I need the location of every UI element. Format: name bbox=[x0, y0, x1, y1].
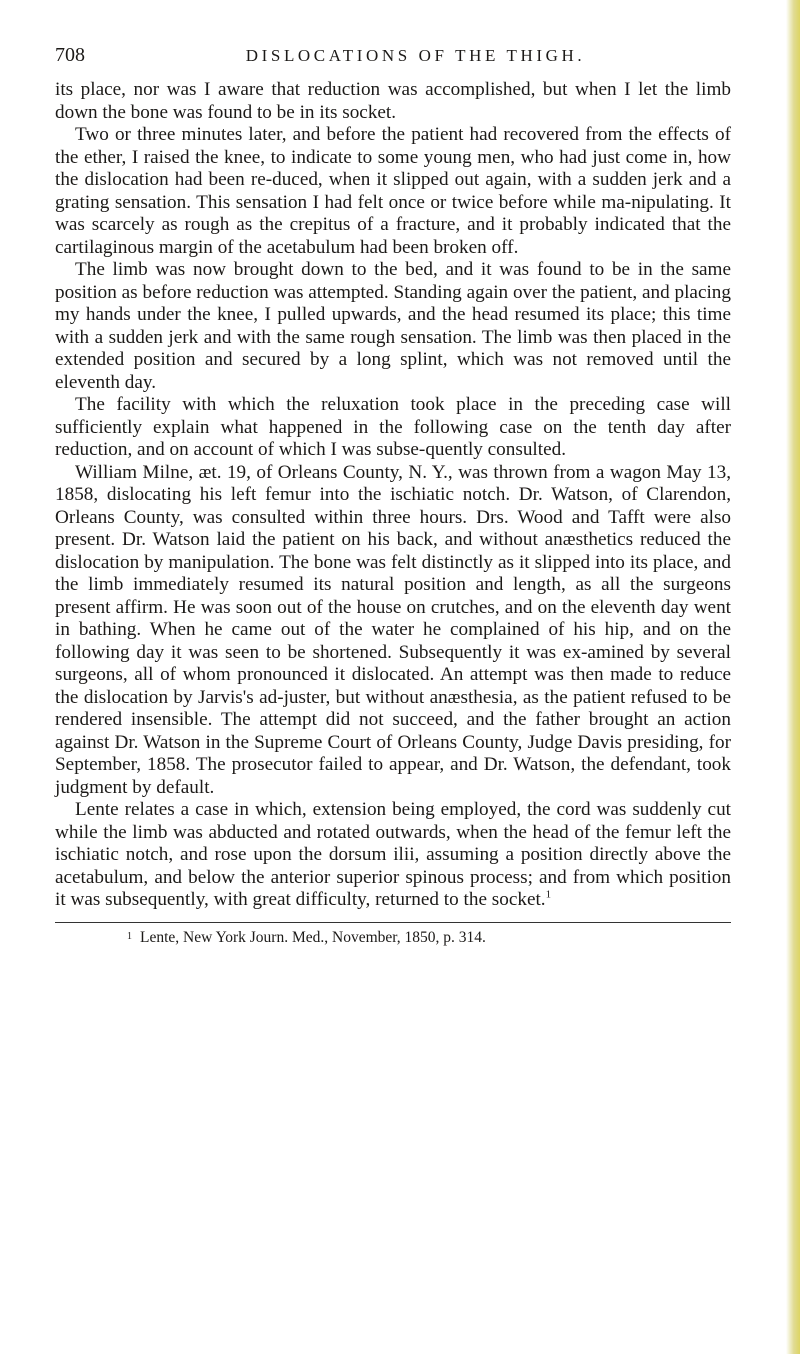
paragraph-1: its place, nor was I aware that reduction was accomplished, but when I let the limb down the bone was found to be in its socket. bbox=[55, 79, 731, 123]
page-edge-shading bbox=[786, 0, 800, 1354]
paragraph-5: William Milne, æt. 19, of Orleans County, N. Y., was thrown from a wagon May 13, 1858, dislocating his left femur into the ischiatic notch. Dr. Watson, of Clarendon, Orleans County, was consulted within three hours. Drs. Wood and Tafft were also present. Dr. Watson laid the patient on his back, and without anæsthetics reduced the dislocation by manipulation. The bone was felt distinctly as it slipped into its place, and the limb immediately resumed its natural position and length, as all the surgeons present affirm. He was soon out of the house on crutches, and on the eleventh day went in bathing. When he came out of the water he complained of his hip, and on the following day it was seen to be shortened. Subsequently it was ex-amined by several surgeons, all of whom pronounced it dislocated. An attempt was then made to reduce the dislocation by Jarvis's ad-juster, but without anæsthesia, as the patient refused to be rendered insensible. The attempt did not succeed, and the father brought an action against Dr. Watson in the Supreme Court of Orleans County, Judge Davis presiding, for September, 1858. The prosecutor failed to appear, and Dr. Watson, the defendant, took judgment by default. bbox=[55, 461, 731, 798]
footnote bbox=[55, 928, 731, 947]
footnote-marker: 1 bbox=[127, 930, 132, 942]
body-text bbox=[55, 79, 731, 912]
paragraph-3: The limb was now brought down to the bed, and it was found to be in the same position as before reduction was attempted. Standing again over the patient, and placing my hands under the knee, I pulled upwards, and the head resumed its place; this time with a sudden jerk and with the same rough sensation. The limb was then placed in the extended position and secured by a long splint, which was not removed until the eleventh day. bbox=[55, 259, 731, 393]
page-number: 708 bbox=[55, 44, 85, 66]
paragraph-6-text: Lente relates a case in which, extension being employed, the cord was suddenly cut while the limb was abducted and rotated outwards, when the head of the femur left the ischiatic notch, and rose upon the dorsum ilii, assuming a position directly above the acetabulum, and below the anterior superior spinous process; and from which position it was subsequently, with great difficulty, returned to the socket. bbox=[55, 799, 731, 910]
running-title: DISLOCATIONS OF THE THIGH. bbox=[245, 46, 586, 65]
paragraph-6 bbox=[55, 799, 731, 912]
footnote-rule bbox=[55, 922, 731, 923]
book-page bbox=[55, 44, 731, 947]
footnote-reference: 1 bbox=[545, 888, 552, 901]
footnote-text: Lente, New York Journ. Med., November, 1850, p. 314. bbox=[140, 928, 486, 946]
paragraph-2: Two or three minutes later, and before the patient had recovered from the effects of the ether, I raised the knee, to indicate to some young men, who had just come in, how the dislocation had been re-duced, when it slipped out again, with a sudden jerk and a grating sensation. This sensation I had felt once or twice before while ma-nipulating. It was scarcely as rough as the crepitus of a fracture, and it probably indicated that the cartilaginous margin of the acetabulum had been broken off. bbox=[55, 124, 731, 258]
paragraph-4: The facility with which the reluxation took place in the preceding case will sufficiently explain what happened in the following case on the tenth day after reduction, and on account of which I was subse-quently consulted. bbox=[55, 394, 731, 460]
running-head bbox=[55, 44, 731, 74]
